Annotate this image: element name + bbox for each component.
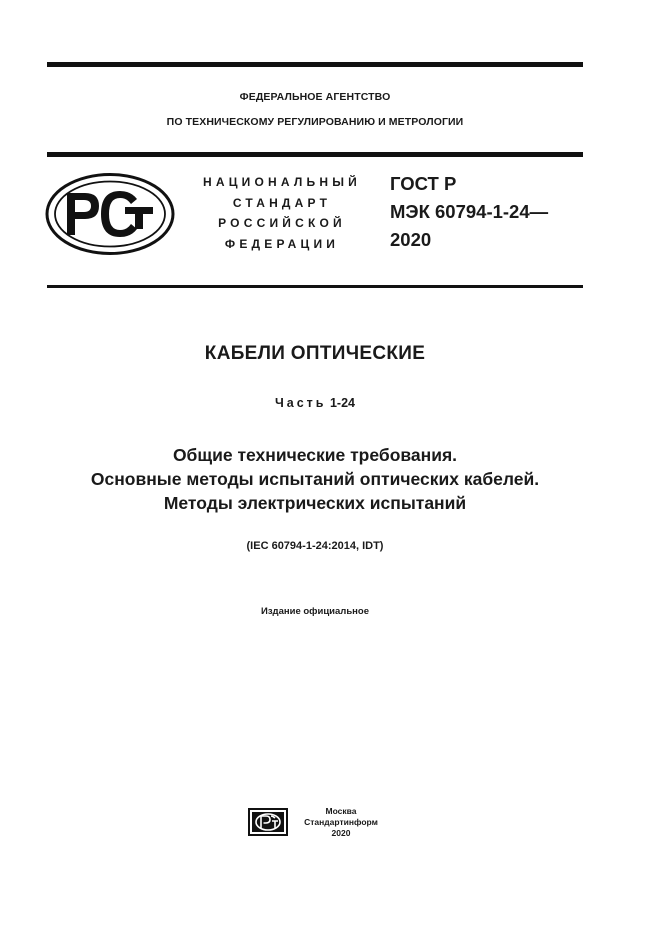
- designation-line: ГОСТ Р: [390, 173, 457, 194]
- subtitle-line: Основные методы испытаний оптических кабелей.: [90, 469, 540, 489]
- subtitle-line: Методы электрических испытаний: [163, 493, 467, 513]
- designation-rule: [47, 285, 583, 288]
- part-label: Часть: [274, 396, 327, 410]
- standard-label-line: РОССИЙСКОЙ: [218, 216, 346, 230]
- publisher-year: 2020: [331, 828, 351, 838]
- document-subtitle: [40, 443, 590, 515]
- standartinform-logo-icon: [248, 808, 288, 836]
- edition-note: Издание официальное: [261, 606, 369, 617]
- agency-name-line2: ПО ТЕХНИЧЕСКОМУ РЕГУЛИРОВАНИЮ И МЕТРОЛОГИИ: [166, 116, 464, 128]
- publisher-info: [296, 806, 386, 839]
- designation-line: 2020: [390, 229, 432, 250]
- document-title: КАБЕЛИ ОПТИЧЕСКИЕ: [204, 343, 426, 364]
- standard-label-line: НАЦИОНАЛЬНЫЙ: [202, 175, 362, 189]
- national-standard-label: [196, 172, 368, 254]
- part-value: 1-24: [329, 396, 355, 410]
- designation-line: МЭК 60794-1-24—: [390, 201, 549, 222]
- subtitle-line: Общие технические требования.: [172, 445, 458, 465]
- standard-label-line: ФЕДЕРАЦИИ: [224, 236, 340, 251]
- standard-designation: [390, 170, 590, 254]
- gost-r-mark-icon: [45, 173, 175, 255]
- publisher-city: Москва: [325, 806, 357, 816]
- part-number: [47, 396, 583, 410]
- standard-label-line: СТАНДАРТ: [232, 195, 332, 210]
- agency-name-line1: ФЕДЕРАЛЬНОЕ АГЕНТСТВО: [239, 91, 391, 103]
- publisher-name: Стандартинформ: [304, 817, 378, 827]
- iec-reference: (IEC 60794-1-24:2014, IDT): [246, 540, 384, 552]
- header-rule: [47, 152, 583, 157]
- top-rule: [47, 62, 583, 67]
